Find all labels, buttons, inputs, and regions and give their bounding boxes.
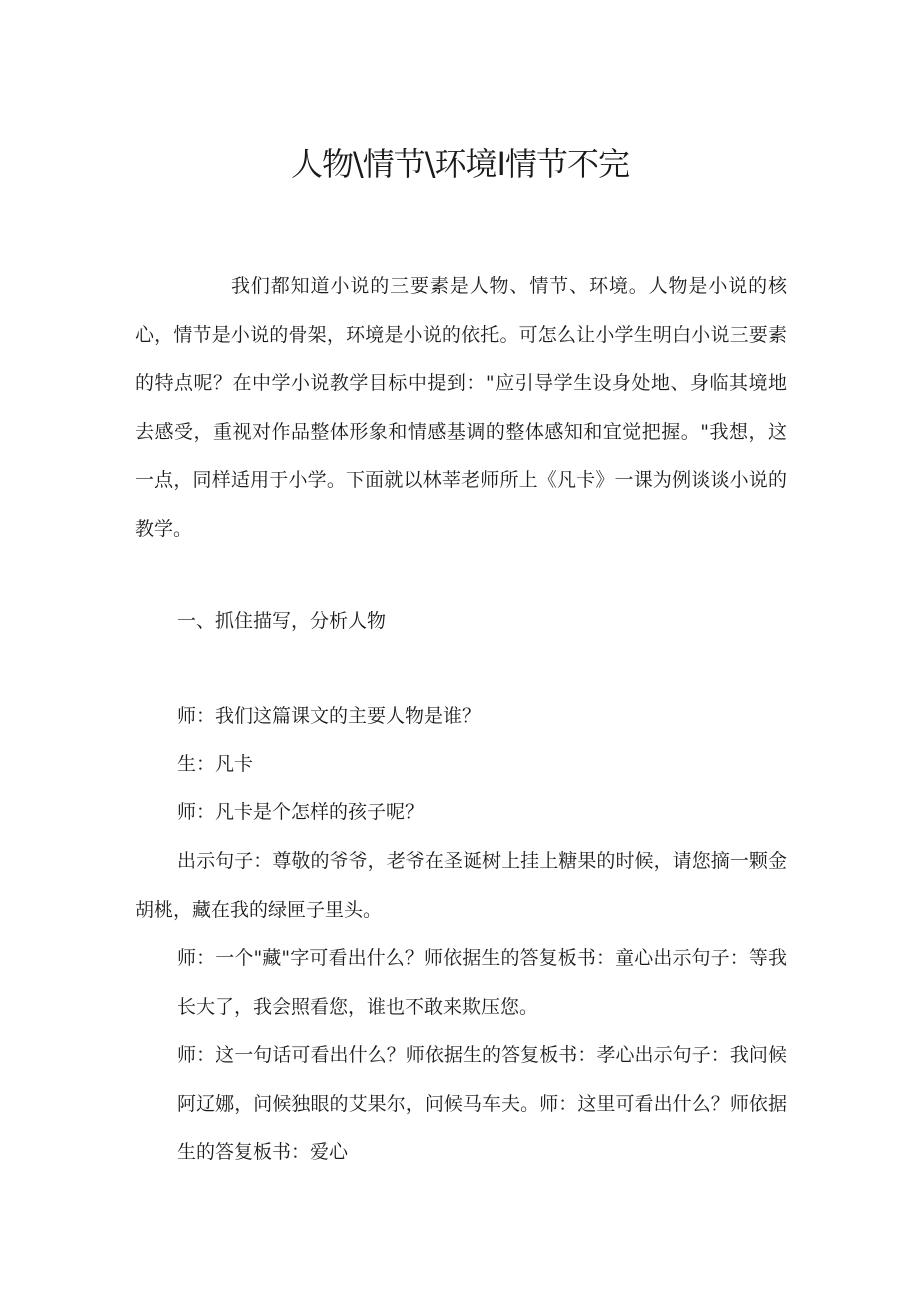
dialogue-line: 师：凡卡是个怎样的孩子呢？ [177, 801, 425, 823]
document-title: 人物\情节\环境I情节不完 [290, 145, 629, 183]
dialogue-line: 师：我们这篇课文的主要人物是谁？ [177, 705, 482, 727]
example-paragraph: 出示句子：尊敬的爷爷，老爷在圣诞树上挂上糖果的时候，请您摘一颗金胡桃，藏在我的绿匣子里头。 [135, 850, 787, 921]
intro-paragraph: 我们都知道小说的三要素是人物、情节、环境。人物是小说的核心，情节是小说的骨架，环境是小说的依托。可怎么让小学生明白小说三要素的特点呢？在中学小说教学目标中提到："应引导学生设身处地、身临其境地去感受，重视对作品整体形象和情感基调的整体感知和宜觉把握。"我想，这一点，同样适用于小学。下面就以林莘老师所上《凡卡》一课为例谈谈小说的教学。 [135, 275, 787, 540]
body-paragraph: 师：一个"藏"字可看出什么？师依据生的答复板书：童心出示句子：等我长大了，我会照看您，谁也不敢来欺压您。 [177, 947, 787, 1018]
body-paragraph: 师：这一句话可看出什么？师依据生的答复板书：孝心出示句子：我问候阿辽娜，问候独眼的艾果尔，问候马车夫。师：这里可看出什么？师依据生的答复板书：爱心 [177, 1044, 787, 1163]
dialogue-line: 生：凡卡 [177, 753, 254, 775]
section-heading: 一、抓住描写，分析人物 [177, 610, 387, 632]
